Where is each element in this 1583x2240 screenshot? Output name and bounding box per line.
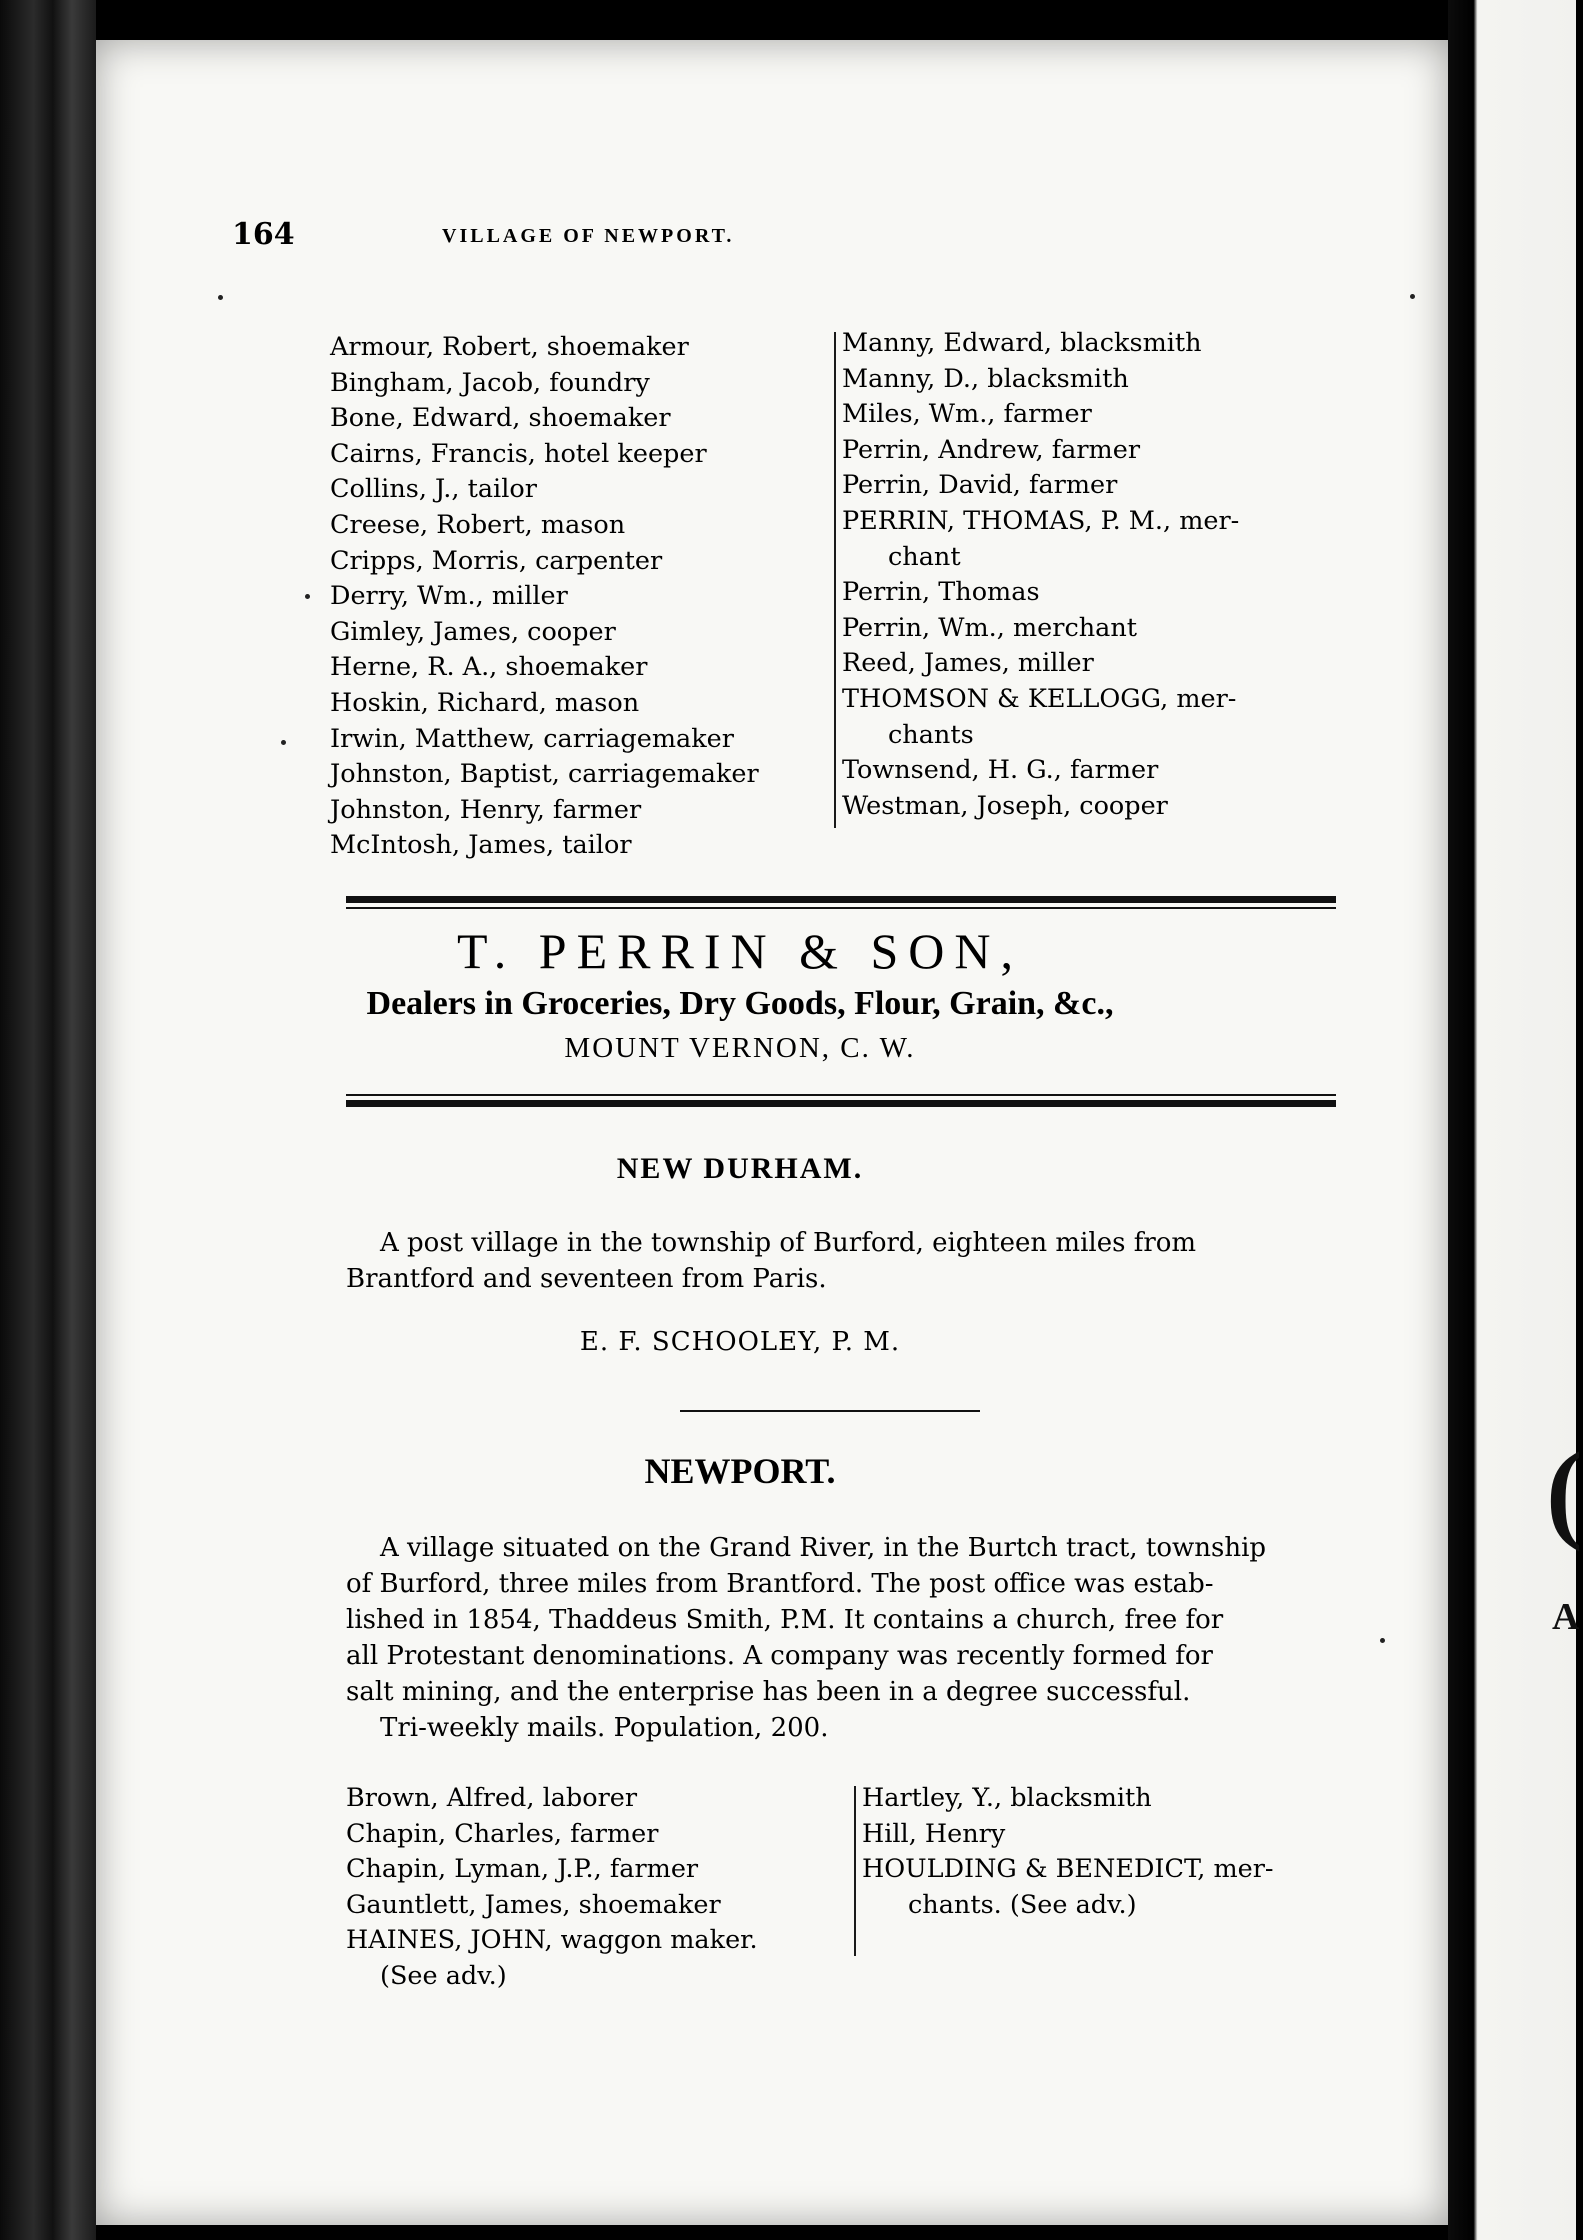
- list-item: Gimley, James, cooper: [330, 616, 616, 647]
- mails-population-line: Tri-weekly mails. Population, 200.: [380, 1713, 829, 1743]
- adjacent-page-glyph: A: [1552, 1596, 1580, 1638]
- list-item: Reed, James, miller: [842, 648, 1094, 679]
- list-item: HOULDING & BENEDICT, mer-: [862, 1854, 1274, 1885]
- list-item: HAINES, JOHN, waggon maker.: [346, 1925, 758, 1956]
- list-item: Hoskin, Richard, mason: [330, 687, 640, 718]
- paragraph-line: all Protestant denominations. A company was recently formed for: [346, 1641, 1213, 1671]
- list-item: Chapin, Lyman, J.P., farmer: [346, 1854, 699, 1885]
- newport-description: [346, 1530, 1346, 1746]
- list-item: Townsend, H. G., farmer: [842, 755, 1159, 786]
- scan-speck: [281, 740, 286, 745]
- list-item: Cripps, Morris, carpenter: [330, 545, 663, 576]
- page-number: 164: [232, 217, 295, 252]
- list-item: McIntosh, James, tailor: [330, 830, 632, 861]
- paragraph-line: A village situated on the Grand River, in the Burtch tract, township: [380, 1533, 1267, 1563]
- new-durham-description: [346, 1225, 1346, 1297]
- paragraph-line: A post village in the township of Burford, eighteen miles from: [380, 1228, 1197, 1258]
- scan-speck: [1410, 294, 1415, 299]
- list-item: chants. (See adv.): [908, 1889, 1137, 1920]
- adjacent-page-glyph: (: [1546, 1430, 1583, 1552]
- list-item: (See adv.): [380, 1960, 507, 1991]
- list-item: Armour, Robert, shoemaker: [330, 332, 689, 362]
- list-item: Bone, Edward, shoemaker: [330, 403, 671, 434]
- running-head: [232, 217, 1012, 257]
- list-item: Perrin, Thomas: [842, 577, 1040, 608]
- directory-bottom-left: [346, 1781, 758, 1995]
- ad-rule-bottom-thin: [346, 1094, 1336, 1096]
- list-item: Manny, Edward, blacksmith: [842, 328, 1202, 358]
- directory-top-right: [842, 326, 1239, 824]
- directory-top-left: [330, 330, 759, 864]
- scan-border-left: [0, 0, 96, 2240]
- paragraph-line: of Burford, three miles from Brantford. The post office was estab-: [346, 1569, 1214, 1599]
- list-item: Bingham, Jacob, foundry: [330, 367, 650, 398]
- list-item: Westman, Joseph, cooper: [842, 790, 1168, 821]
- section-heading-newport: NEWPORT.: [644, 1451, 836, 1491]
- scan-speck: [218, 295, 223, 300]
- list-item: Collins, J., tailor: [330, 474, 537, 505]
- list-item: Brown, Alfred, laborer: [346, 1783, 638, 1813]
- section-separator: [680, 1410, 980, 1412]
- list-item: chants: [888, 719, 974, 750]
- list-item: Irwin, Matthew, carriagemaker: [330, 723, 734, 754]
- list-item: Hartley, Y., blacksmith: [862, 1783, 1152, 1813]
- list-item: Derry, Wm., miller: [330, 581, 568, 612]
- postmaster-line: E. F. SCHOOLEY, P. M.: [579, 1327, 901, 1357]
- list-item: chant: [888, 541, 961, 572]
- column-divider: [834, 332, 836, 828]
- column-divider: [854, 1786, 856, 1956]
- list-item: Gauntlett, James, shoemaker: [346, 1889, 721, 1920]
- running-title: VILLAGE OF NEWPORT.: [442, 225, 735, 247]
- section-heading-new-durham: NEW DURHAM.: [616, 1152, 864, 1185]
- list-item: Perrin, David, farmer: [842, 470, 1118, 501]
- list-item: Herne, R. A., shoemaker: [330, 652, 648, 683]
- paragraph-line: salt mining, and the enterprise has been in a degree successful.: [346, 1677, 1191, 1707]
- list-item: Perrin, Andrew, farmer: [842, 434, 1141, 465]
- list-item: Cairns, Francis, hotel keeper: [330, 438, 707, 469]
- list-item: Johnston, Baptist, carriagemaker: [330, 759, 759, 790]
- list-item: THOMSON & KELLOGG, mer-: [842, 683, 1237, 714]
- scan-speck: [1380, 1638, 1385, 1643]
- ad-rule-top-thin: [346, 907, 1336, 909]
- list-item: Chapin, Charles, farmer: [346, 1818, 659, 1849]
- scan-speck: [305, 594, 310, 599]
- list-item: Perrin, Wm., merchant: [842, 612, 1138, 643]
- ad-rule-top-thick: [346, 896, 1336, 903]
- paragraph-line: Brantford and seventeen from Paris.: [346, 1264, 827, 1294]
- list-item: Johnston, Henry, farmer: [330, 794, 642, 825]
- scan-border-right: [1448, 0, 1583, 2240]
- list-item: Miles, Wm., farmer: [842, 399, 1092, 430]
- list-item: Hill, Henry: [862, 1818, 1006, 1849]
- list-item: Manny, D., blacksmith: [842, 363, 1129, 394]
- ad-location: MOUNT VERNON, C. W.: [564, 1032, 916, 1064]
- ad-description: Dealers in Groceries, Dry Goods, Flour, Grain, &c.,: [366, 985, 1114, 1022]
- paragraph-line: lished in 1854, Thaddeus Smith, P.M. It contains a church, free for: [346, 1605, 1224, 1635]
- list-item: Creese, Robert, mason: [330, 509, 626, 540]
- ad-business-name: T. PERRIN & SON,: [456, 923, 1024, 979]
- list-item: PERRIN, THOMAS, P. M., mer-: [842, 505, 1240, 536]
- ad-rule-bottom-thick: [346, 1100, 1336, 1107]
- directory-bottom-right: [862, 1781, 1274, 1923]
